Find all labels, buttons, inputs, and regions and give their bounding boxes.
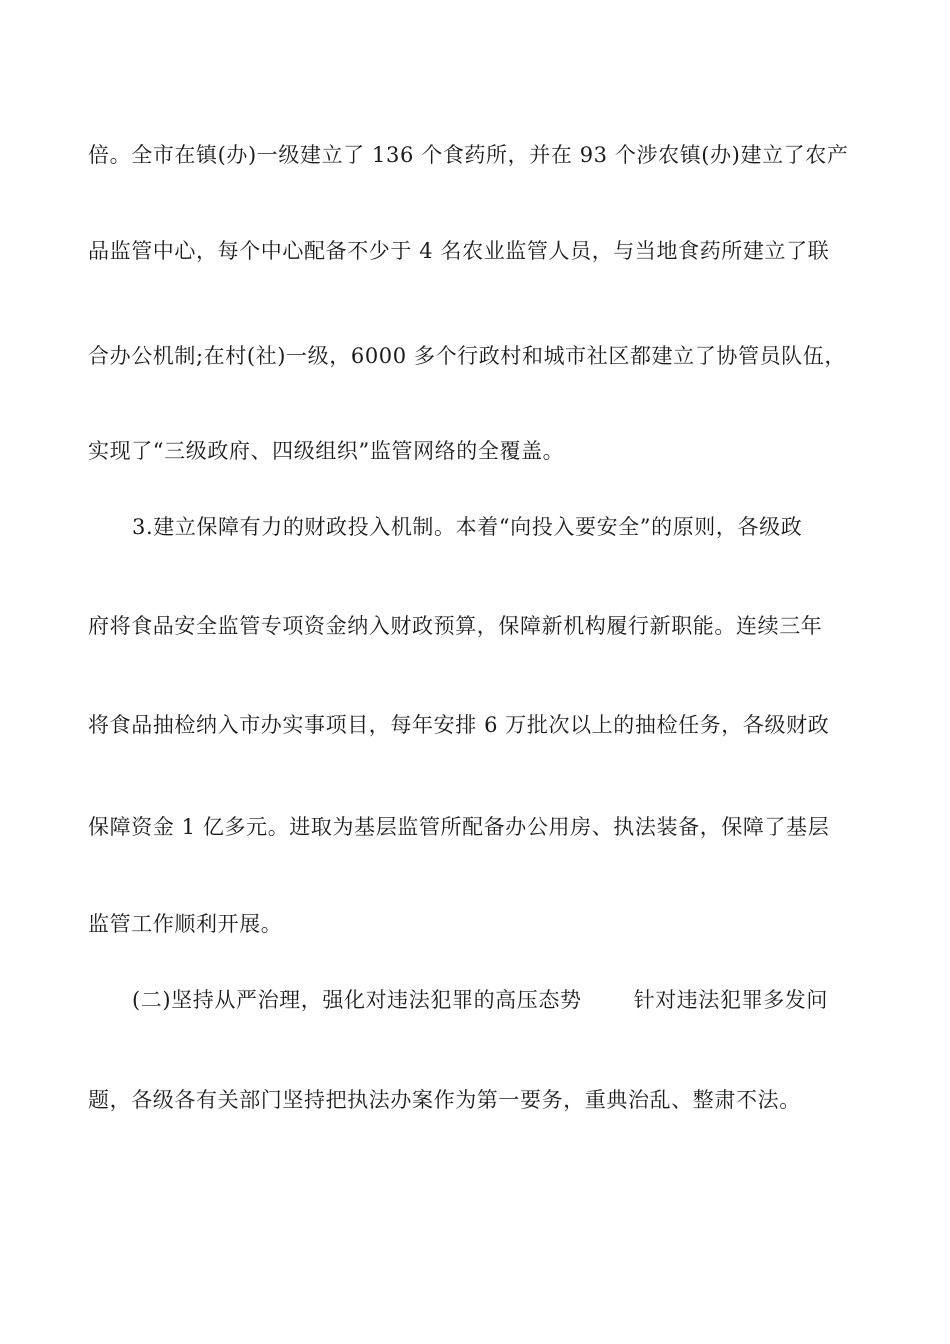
- paragraph-line-8: 保障资金 1 亿多元。进取为基层监管所配备办公用房、执法装备，保障了基层: [88, 815, 830, 839]
- paragraph-line-2: 品监管中心，每个中心配备不少于 4 名农业监管人员，与当地食药所建立了联: [88, 239, 830, 263]
- section-heading: (二)坚持从严治理，强化对违法犯罪的高压态势: [132, 988, 582, 1012]
- paragraph-line-7: 将食品抽检纳入市办实事项目，每年安排 6 万批次以上的抽检任务，各级财政: [88, 713, 830, 737]
- paragraph-line-5: 3.建立保障有力的财政投入机制。本着“向投入要安全”的原则，各级政: [132, 515, 803, 539]
- paragraph-line-6: 府将食品安全监管专项资金纳入财政预算，保障新机构履行新职能。连续三年: [88, 614, 823, 638]
- paragraph-line-12: 题，各级各有关部门坚持把执法办案作为第一要务，重典治乱、整肃不法。: [88, 1088, 801, 1112]
- paragraph-line-4: 实现了“三级政府、四级组织”监管网络的全覆盖。: [88, 439, 565, 463]
- paragraph-line-3: 合办公机制;在村(社)一级，6000 多个行政村和城市社区都建立了协管员队伍，: [88, 344, 846, 368]
- paragraph-line-1: 倍。全市在镇(办)一级建立了 136 个食药所，并在 93 个涉农镇(办)建立了农产: [88, 143, 849, 167]
- section-text-start: 针对违法犯罪多发问: [633, 988, 828, 1012]
- paragraph-line-9: 监管工作顺利开展。: [88, 912, 283, 936]
- section-heading-line: [132, 986, 828, 1014]
